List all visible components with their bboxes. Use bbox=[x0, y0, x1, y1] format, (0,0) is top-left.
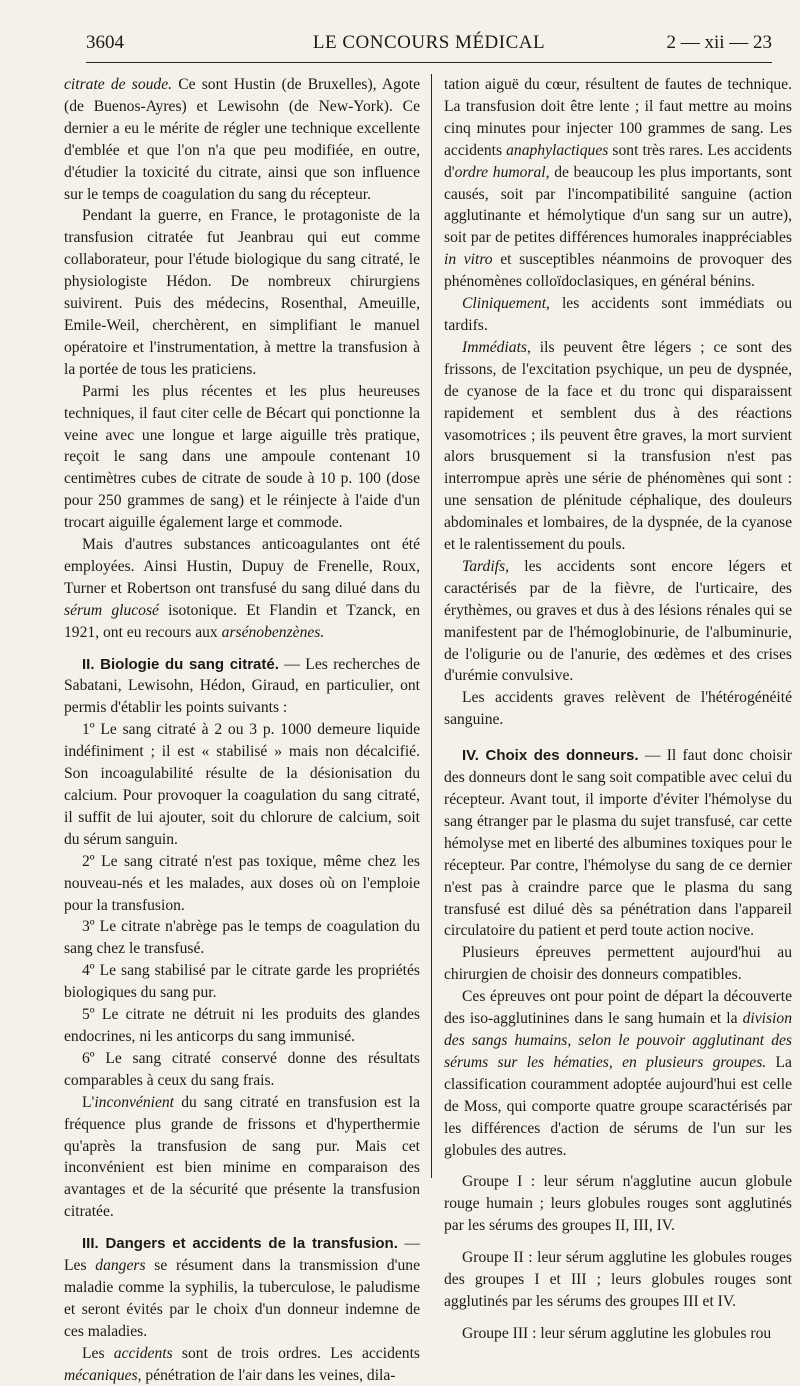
list-item: 2º Le sang citraté n'est pas toxique, même chez les nouveau-nés et les malades, aux doses où on l'emploie pour la transfusion. bbox=[64, 852, 420, 914]
body-text: du sang citraté en transfusion est la fréquence plus grande de frissons et d'hyperthermie qu'après la transfusion de sang pur. Mais cet inconvénient est bien minime en comparaison des avantages et de la sécurité que présente la transfusion citratée. bbox=[64, 1093, 420, 1221]
body-text: Mais d'autres substances anticoagulantes ont été employées. Ainsi Hustin, Dupuy de Frenelle, Roux, Turner et Robertson ont transfusé du sang dilué dans du bbox=[64, 536, 420, 597]
issue-date: 2 — xii — 23 bbox=[666, 32, 772, 53]
body-text: se résument dans la transmission d'une maladie comme la syphilis, la tuberculose, le paludisme et seront évités par le choix d'un donneur indemne de ces maladies. bbox=[64, 1257, 420, 1340]
body-text: Les bbox=[82, 1344, 114, 1362]
italic-text: division des sangs humains, selon le pouvoir agglutinant des sérums sur les hématies, en plusieurs groupes. bbox=[444, 1010, 792, 1071]
paragraph bbox=[64, 534, 420, 644]
section-heading: III. Dangers et accidents de la transfusion. bbox=[82, 1235, 398, 1253]
section-heading: II. Biologie du sang citraté. bbox=[82, 655, 279, 673]
body-text: — Les recherches de Sabatani, Lewisohn, Hédon, Giraud, en particulier, ont permis d'établir les points suivants : bbox=[64, 655, 420, 717]
body-text: , de beaucoup les plus importants, sont causés, soit par l'incompatibilité sanguine (action agglutinante et hémolytique d'un sang sur un autre), soit par de petites différences humorales inappréciables bbox=[444, 163, 792, 247]
paragraph bbox=[64, 74, 420, 205]
right-column bbox=[444, 74, 792, 1345]
body-text: Ce sont Hustin (de Bruxelles), Agote (de Buenos-Ayres) et Lewisohn (de New-York). Ce dernier a eu le mérite de régler une technique excellente d'emblée et que l'on n'a que peu modifiée, en outre, d'étudier la toxicité du citrate, ainsi que son influence sur le temps de coagulation du sang du récepteur. bbox=[64, 76, 420, 203]
italic-text: inconvénient bbox=[94, 1093, 175, 1111]
list-item: 1º Le sang citraté à 2 ou 3 p. 1000 demeure liquide indéfiniment ; il est « stabilisé » mais non décalcifié. Son incoagulabilité résulte de la désionisation du calcium. Pour provoquer la coagulation du sang citraté, il suffit de lui ajouter, soit du chlorure de calcium, soit du sérum sanguin. bbox=[64, 721, 420, 848]
italic-text: accidents bbox=[113, 1344, 173, 1362]
italic-text: in vitro bbox=[444, 251, 493, 269]
body-text: , ils peuvent être légers ; ce sont des frissons, de l'excitation psychique, un peu de dyspnée, de cyanose de la face et du tronc qui disparaissent rapidement et semblent dus à des réactions vasomotrices ; ils peuvent être graves, la mort survient alors brusquement si la transfusion n'est pas interrompue après une série de phénomènes qui sont : une sensation de plénitude céphalique, des douleurs abdominales et lombaires, de la dyspnée, de la cyanose et le ralentissement du pouls. bbox=[444, 338, 792, 554]
paragraph bbox=[444, 556, 792, 687]
body-text: sont de trois ordres. Les accidents bbox=[172, 1344, 420, 1362]
section-3 bbox=[64, 1233, 420, 1343]
column-divider bbox=[431, 74, 432, 1178]
list-item: 3º Le citrate n'abrège pas le temps de coagulation du sang chez le transfusé. bbox=[64, 918, 420, 958]
italic-text: mécaniques bbox=[64, 1366, 138, 1384]
italic-text: sérum glucosé bbox=[64, 601, 159, 619]
italic-text: citrate de soude. bbox=[64, 76, 173, 93]
left-column bbox=[64, 74, 420, 1386]
paragraph: Parmi les plus récentes et les plus heureuses techniques, il faut citer celle de Bécart qui ponctionne la veine avec une longue et large aiguille très pratique, reçoit le sang dans une ampoule contenant 10 centimètres cubes de citrate de soude à 10 p. 100 (dose pour 250 grammes de sang) et le réinjecte à l'aide d'un trocart aiguille également large et commode. bbox=[64, 382, 420, 532]
page-number: 3604 bbox=[86, 32, 124, 53]
body-text: — Il faut donc choisir des donneurs dont le sang soit compatible avec celui du récepteur. Avant tout, il importe d'éviter l'hémolyse du sang étranger par le plasma du sujet transfusé, car cette hémolyse met en liberté des albumines toxiques pour le récepteur. Par contre, l'hémolyse du sang de ce dernier n'est pas à craindre parce que le plasma du sang transfusé est dilué dès sa pénétration dans l'appareil circulatoire du patient et perd toute action nocive. bbox=[444, 747, 792, 940]
body-text: — Les bbox=[64, 1235, 420, 1275]
paragraph: Pendant la guerre, en France, le protagoniste de la transfusion citratée fut Jeanbrau qui eut comme collaborateur, pour l'étude biologique du sang citraté, le physiologiste Hédon. De nombreux chirurgiens suivirent. Puis des médecins, Rosenthal, Ameuille, Emile-Weil, cherchèrent, en simplifiant le manuel opératoire et l'instrumentation, à mettre la transfusion à la portée de tous les praticiens. bbox=[64, 207, 420, 378]
paragraph bbox=[444, 337, 792, 556]
blood-group-1: Groupe I : leur sérum n'agglutine aucun globule rouge humain ; leurs globules rouges sont agglutinés par les sérums des groupes II, III, IV. bbox=[444, 1173, 792, 1235]
paragraph bbox=[444, 986, 792, 1161]
italic-text: Cliniquement bbox=[462, 295, 547, 313]
paragraph bbox=[444, 293, 792, 337]
blood-group-2: Groupe II : leur sérum agglutine les globules rouges des groupes I et III ; leurs globules rouges sont agglutinés par les sérums des groupes III et IV. bbox=[444, 1249, 792, 1310]
body-text: isotonique. Et Flandin et Tzanck, en 1921, ont eu recours aux bbox=[64, 601, 420, 641]
paragraph bbox=[64, 1092, 420, 1223]
section-heading: IV. Choix des donneurs. bbox=[462, 747, 639, 765]
list-item: 4º Le sang stabilisé par le citrate garde les propriétés biologiques du sang pur. bbox=[64, 962, 420, 1002]
header-rule bbox=[86, 62, 772, 63]
paragraph: Les accidents graves relèvent de l'hétérogénéité sanguine. bbox=[444, 689, 792, 729]
blood-group-3: Groupe III : leur sérum agglutine les globules rou bbox=[462, 1324, 772, 1342]
list-item: 6º Le sang citraté conservé donne des résultats comparables à ceux du sang frais. bbox=[64, 1049, 420, 1089]
journal-title: LE CONCOURS MÉDICAL bbox=[312, 32, 546, 53]
body-text: La classification couramment adoptée aujourd'hui est celle de Moss, qui comporte quatre groupe scaractérisés par les différences d'action de sérums de l'un sur les globules des autres. bbox=[444, 1053, 792, 1159]
section-2 bbox=[64, 654, 420, 720]
italic-text: Immédiats bbox=[462, 338, 527, 356]
page-header bbox=[86, 28, 772, 58]
paragraph: Plusieurs épreuves permettent aujourd'hui au chirurgien de choisir des donneurs compatibles. bbox=[444, 944, 792, 984]
paragraph bbox=[64, 1343, 420, 1386]
body-text: sont très rares. Les accidents d' bbox=[444, 141, 792, 181]
list-item: 5º Le citrate ne détruit ni les produits des glandes endocrines, ni les anticorps du sang immunisé. bbox=[64, 1006, 420, 1045]
body-text: tation aiguë du cœur, résultent de fautes de technique. La transfusion doit être lente ; il faut mettre au moins cinq minutes pour injecter 100 grammes de sang. Les accidents bbox=[444, 76, 792, 159]
body-text: et susceptibles néanmoins de provoquer des phénomènes colloïdoclasiques, en général bénins. bbox=[444, 251, 792, 291]
body-text: , pénétration de l'air dans les veines, dila- bbox=[137, 1366, 396, 1384]
italic-text: ordre humoral bbox=[454, 163, 546, 181]
body-text: L' bbox=[82, 1093, 95, 1111]
italic-text: anaphylactiques bbox=[506, 141, 609, 159]
body-text: , les accidents sont immédiats ou tardifs. bbox=[444, 295, 792, 334]
section-4 bbox=[444, 745, 792, 942]
body-text: Ces épreuves ont pour point de départ la découverte des iso-agglutinines dans le sang humain et la bbox=[444, 988, 792, 1028]
italic-text: arsénobenzènes. bbox=[221, 623, 325, 641]
italic-text: Tardifs bbox=[462, 557, 506, 575]
italic-text: dangers bbox=[95, 1257, 146, 1275]
paragraph bbox=[444, 74, 792, 293]
body-text: , les accidents sont encore légers et caractérisés par de la fièvre, de l'urticaire, des érythèmes, ou graves et dus à des lésions rénales qui se manifestent par de l'hémoglobinurie, de l'albuminurie, de l'oligurie ou de l'anurie, des œdèmes et des crises d'urémie convulsive. bbox=[444, 557, 792, 685]
